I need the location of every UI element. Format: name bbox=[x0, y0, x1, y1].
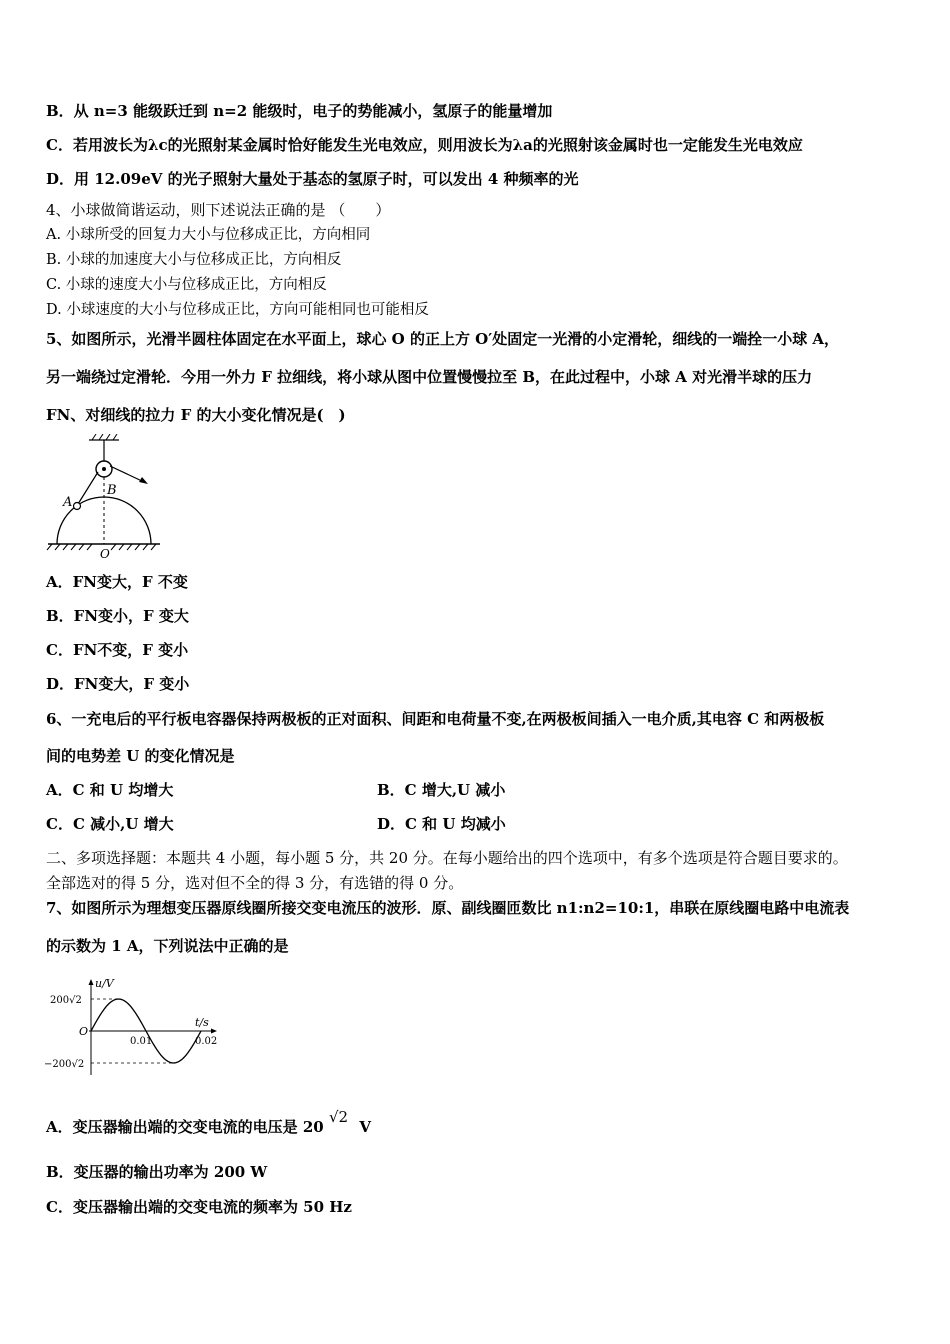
wave-y-axis-label: u/V bbox=[95, 977, 114, 990]
wave-y-arrow bbox=[89, 979, 94, 985]
section2-line2: 全部选对的得 5 分，选对但不全的得 3 分，有选错的得 0 分。 bbox=[46, 874, 464, 892]
q7-option-c: C．变压器输出端的交变电流的频率为 50 Hz bbox=[46, 1198, 352, 1216]
q5-option-c: C．FN不变，F 变小 bbox=[46, 641, 189, 659]
q6-stem-line1: 6、一充电后的平行板电容器保持两极板的正对面积、间距和电荷量不变,在两极板间插入一电介质,其电容 C 和两极板 bbox=[46, 710, 825, 728]
q7-option-a-unit: V bbox=[359, 1118, 371, 1136]
wave-y-tick-bottom: −200√2 bbox=[44, 1059, 85, 1070]
q5-pulley-figure bbox=[44, 434, 164, 564]
q7-option-a bbox=[46, 1108, 371, 1138]
q7-waveform-chart bbox=[44, 972, 219, 1086]
q5-label-b: B bbox=[107, 483, 117, 498]
wave-x-tick-0.01: 0.01 bbox=[130, 1036, 153, 1047]
q6-option-a: A．C 和 U 均增大 bbox=[46, 781, 174, 799]
q5-option-a: A．FN变大，F 不变 bbox=[46, 573, 188, 591]
q7-option-b: B．变压器的输出功率为 200 W bbox=[46, 1163, 268, 1181]
q5-option-d: D．FN变大，F 变小 bbox=[46, 675, 190, 693]
q7-stem-line2: 的示数为 1 A，下列说法中正确的是 bbox=[46, 937, 289, 955]
q5-label-a: A bbox=[63, 495, 73, 510]
q4-option-d: D. 小球速度的大小与位移成正比，方向可能相同也可能相反 bbox=[46, 302, 429, 318]
wave-x-arrow bbox=[211, 1029, 217, 1034]
q7-option-a-text: A．变压器输出端的交变电流的电压是 20 bbox=[46, 1118, 324, 1136]
q5-stem-line1: 5、如图所示，光滑半圆柱体固定在水平面上，球心 O 的正上方 O′处固定一光滑的小定滑轮，细线的一端拴一小球 A， bbox=[46, 330, 840, 348]
q5-stem-line2: 另一端绕过定滑轮．今用一外力 F 拉细线，将小球从图中位置慢慢拉至 B，在此过程中，小球 A 对光滑半球的压力 bbox=[46, 368, 813, 386]
q7-stem-line1: 7、如图所示为理想变压器原线圈所接交变电流压的波形．原、副线圈匝数比 n1:n2=10:1，串联在原线圈电路中电流表 bbox=[46, 899, 850, 917]
q6-option-d: D．C 和 U 均减小 bbox=[377, 815, 506, 833]
q3-option-b: B．从 n=3 能级跃迁到 n=2 能级时，电子的势能减小，氢原子的能量增加 bbox=[46, 102, 553, 120]
q4-option-c: C. 小球的速度大小与位移成正比，方向相反 bbox=[46, 277, 327, 293]
q6-option-b: B．C 增大,U 减小 bbox=[377, 781, 506, 799]
q5-label-o: O bbox=[100, 547, 110, 561]
q6-option-c: C．C 减小,U 增大 bbox=[46, 815, 174, 833]
q3-option-d: D．用 12.09eV 的光子照射大量处于基态的氢原子时，可以发出 4 种频率的光 bbox=[46, 170, 579, 188]
sqrt-two-symbol: √2 bbox=[328, 1108, 349, 1126]
wave-y-tick-top: 200√2 bbox=[50, 995, 82, 1006]
q6-stem-line2: 间的电势差 U 的变化情况是 bbox=[46, 747, 235, 765]
q4-option-a: A. 小球所受的回复力大小与位移成正比，方向相同 bbox=[46, 227, 371, 243]
wave-x-axis-label: t/s bbox=[195, 1016, 209, 1029]
q3-option-c: C．若用波长为λc的光照射某金属时恰好能发生光电效应，则用波长为λa的光照射该金属时也一定能发生光电效应 bbox=[46, 136, 803, 154]
q4-stem: 4、小球做简谐运动，则下述说法正确的是 （ ） bbox=[46, 201, 391, 219]
wave-x-tick-0.02: 0.02 bbox=[195, 1036, 218, 1047]
q5-option-b: B．FN变小，F 变大 bbox=[46, 607, 189, 625]
section2-line1: 二、多项选择题：本题共 4 小题，每小题 5 分，共 20 分。在每小题给出的四个选项中，有多个选项是符合题目要求的。 bbox=[46, 849, 848, 867]
q4-option-b: B. 小球的加速度大小与位移成正比，方向相反 bbox=[46, 252, 342, 268]
q5-stem-line3: FN、对细线的拉力 F 的大小变化情况是( ) bbox=[46, 406, 346, 424]
wave-origin-label: O bbox=[79, 1025, 89, 1038]
